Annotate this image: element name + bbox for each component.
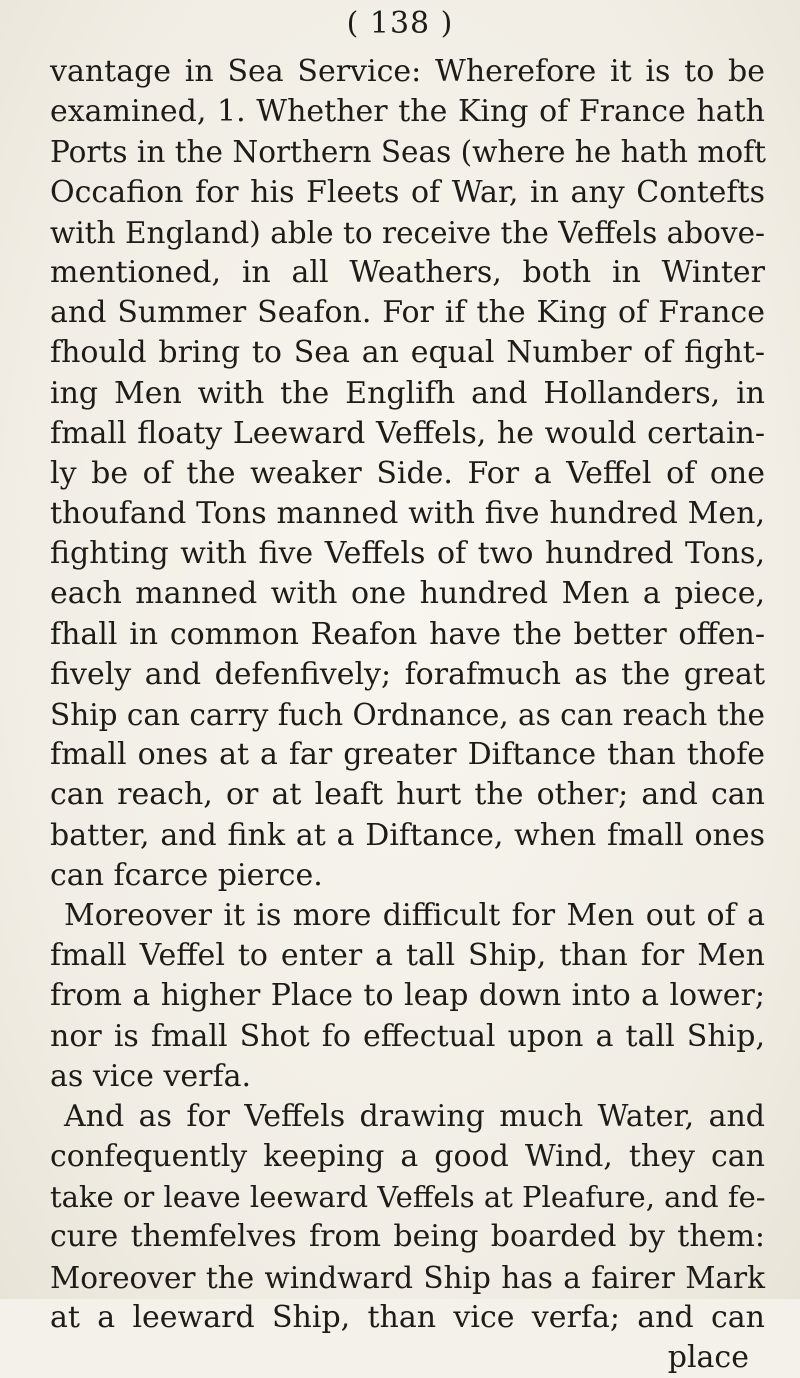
text-line: can reach, or at leaft hurt the other; and can	[50, 777, 765, 813]
text-line: And as for Veffels drawing much Water, and	[64, 1098, 765, 1134]
text-line: Moreover it is more difficult for Men out of a	[64, 897, 765, 933]
text-line: Moreover the windward Ship has a fairer Mark	[50, 1260, 765, 1295]
text-line: fhall in common Reafon have the better offen-	[50, 616, 765, 652]
text-line: thoufand Tons manned with five hundred Men,	[50, 496, 765, 532]
catchword: place	[667, 1340, 749, 1375]
page-number: ( 138 )	[346, 6, 454, 41]
body-text	[50, 52, 765, 1378]
text-line: at a leeward Ship, than vice verfa; and can	[50, 1299, 765, 1335]
text-line: confequently keeping a good Wind, they can	[50, 1139, 765, 1175]
text-line: fmall floaty Leeward Veffels, he would certain-	[50, 415, 765, 451]
text-line: batter, and fink at a Diftance, when fmall ones	[50, 817, 765, 853]
text-line: each manned with one hundred Men a piece,	[50, 576, 765, 612]
text-line: fmall ones at a far greater Diftance than thofe	[50, 737, 765, 773]
text-line: nor is fmall Shot fo effectual upon a tall Ship,	[50, 1018, 765, 1054]
text-line: mentioned, in all Weathers, both in Winter	[50, 254, 765, 290]
text-line: fively and defenfively; forafmuch as the great	[50, 656, 765, 692]
text-line: and Summer Seafon. For if the King of France	[50, 295, 765, 331]
text-line: from a higher Place to leap down into a lower;	[50, 978, 765, 1014]
text-line: can fcarce pierce.	[50, 857, 323, 893]
text-line: vantage in Sea Service: Wherefore it is to be	[50, 54, 765, 89]
text-line: as vice verfa.	[50, 1058, 252, 1094]
text-line: fmall Veffel to enter a tall Ship, than for Men	[50, 938, 765, 974]
text-line: Occafion for his Fleets of War, in any Contefts	[50, 174, 765, 210]
text-line: fhould bring to Sea an equal Number of fight-	[50, 335, 765, 371]
text-line: with England) able to receive the Veffels above-	[50, 215, 765, 250]
text-line: Ports in the Northern Seas (where he hath moft	[50, 135, 766, 170]
text-line: take or leave leeward Veffels at Pleafure, and fe-	[50, 1180, 766, 1215]
text-line: fighting with five Veffels of two hundred Tons,	[50, 536, 765, 572]
text-line: ly be of the weaker Side. For a Veffel of one	[50, 455, 765, 491]
text-line: ing Men with the Englifh and Hollanders, in	[50, 375, 765, 411]
text-line: cure themfelves from being boarded by them:	[50, 1219, 765, 1255]
text-line: examined, 1. Whether the King of France hath	[50, 94, 765, 130]
text-line: Ship can carry fuch Ordnance, as can reach the	[50, 698, 766, 732]
